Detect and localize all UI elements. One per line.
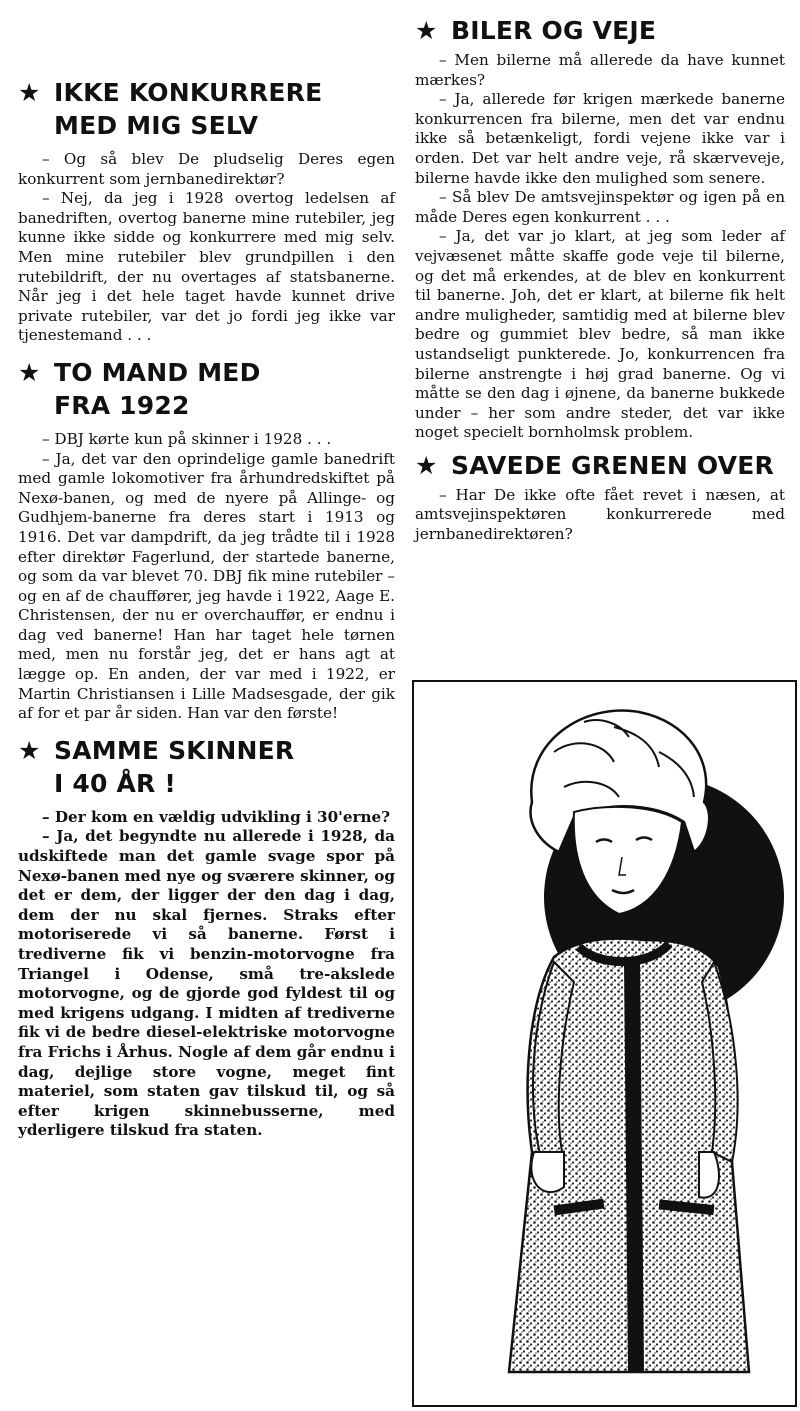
paragraph: – Ja, det begyndte nu allerede i 1928, da udskiftede man det gamle svage spor på Nexø-banen med nye og sværere skinner, og det er dem, der ligger der den dag i dag, dem der nu skal fjernes. Straks efter motoriserede vi så banerne. Først i trediverne fik vi benzin-motorvogne fra Triangel i Odense, små tre-akslede motorvogne, og de gjorde god fyldest til og med krigens udgang. I midten af trediverne fik vi de bedre diesel-elektriske motorvogne fra Frichs i Århus. Nogle af dem går endnu i dag, dejlige store vogne, meget fint materiel, som staten gav tilskud til, og så efter krigen skinnebusserne, med yderligere tilskud fra staten. (18, 827, 395, 1140)
heading-line: BILER OG VEJE (451, 16, 657, 45)
section-heading (18, 76, 395, 142)
paragraph: – DBJ kørte kun på skinner i 1928 . . . (42, 429, 332, 448)
section-heading (415, 449, 785, 482)
heading-line: TO MAND MED (54, 357, 261, 387)
fashion-illustration-icon (414, 682, 795, 1405)
paragraph: – Har De ikke ofte fået revet i næsen, at amtsvejinspektøren konkurrerede med jernbanedirektøren? (415, 485, 785, 544)
star-icon: ★ (18, 357, 41, 387)
paragraph: – Og så blev De pludselig Deres egen konkurrent som jernbanedirektør? (18, 150, 395, 188)
paragraph: – Ja, det var jo klart, at jeg som leder af vejvæsenet måtte skaffe gode veje til bilerne, og det må erkendes, at de blev en konkurrent til banerne. Joh, det er klart, at bilerne fik helt andre muligheder, samtidig med at bilerne blev bedre og gummiet blev bedre, så man ikke ustandseligt punkterede. Jo, konkurrencen fra bilerne anstrengte i høj grad banerne. Og vi måtte se den dag i øjnene, da banerne bukkede under – her som andre steder, det var ikke noget specielt bornholmsk problem. (415, 227, 785, 442)
star-icon: ★ (415, 450, 438, 480)
star-icon: ★ (415, 16, 438, 45)
section-heading (18, 356, 395, 422)
paragraph: – Der kom en vældig udvikling i 30'erne? (42, 807, 391, 826)
left-column (18, 0, 395, 1141)
heading-line: IKKE KONKURRERE (54, 78, 323, 107)
heading-line: FRA 1922 (54, 390, 190, 420)
paragraph: – Ja, det var den oprindelige gamle banedrift med gamle lokomotiver fra århundredskiftet på Nexø-banen, og med de nyere på Allinge- og Gudhjem-banerne fra deres start i 1913 og 1916. Det var dampdrift, da jeg trådte til i 1928 efter direktør Fagerlund, der startede banerne, og som da var blevet 70. DBJ fik mine rutebiler – og en af de chauffører, jeg havde i 1922, Aage E. Christensen, der nu er overchauffør, er endnu i dag ved banerne! Han har taget hele tørnen med, men nu forstår jeg, det er hans agt at lægge op. En anden, der var med i 1922, er Martin Christiansen i Lille Madsesgade, der gik af for et par år siden. Han var den første! (18, 449, 395, 723)
paragraph: – Ja, allerede før krigen mærkede banerne konkurrencen fra bilerne, men det var endnu ikke så betænkeligt, fordi vejene ikke var i orden. Det var helt andre veje, rå skærveveje, bilerne havde ikke den mulighed som senere. (415, 90, 785, 187)
fashion-illustration (412, 680, 797, 1407)
star-icon: ★ (18, 78, 41, 107)
heading-line: SAMME SKINNER (54, 735, 295, 765)
section-heading (18, 734, 395, 800)
paragraph: – Men bilerne må allerede da have kunnet mærkes? (415, 51, 785, 89)
paragraph: – Så blev De amtsvejinspektør og igen på en måde Deres egen konkurrent . . . (415, 188, 785, 226)
heading-line: I 40 ÅR ! (54, 768, 177, 798)
section-heading (415, 14, 785, 47)
paragraph: – Nej, da jeg i 1928 overtog ledelsen af banedriften, overtog banerne mine rutebiler, jeg kunne ikke sidde og konkurrere med mig selv. Men mine rutebiler blev grundpillen i den rutebildrift, der nu overtages af statsbanerne. Når jeg i det hele taget havde kunnet drive private rutebiler, var det jo fordi jeg ikke var tjenestemand . . . (18, 189, 395, 345)
right-column (415, 0, 785, 545)
heading-line: MED MIG SELV (54, 111, 259, 140)
heading-line: SAVEDE GRENEN OVER (451, 450, 774, 480)
star-icon: ★ (18, 735, 41, 765)
